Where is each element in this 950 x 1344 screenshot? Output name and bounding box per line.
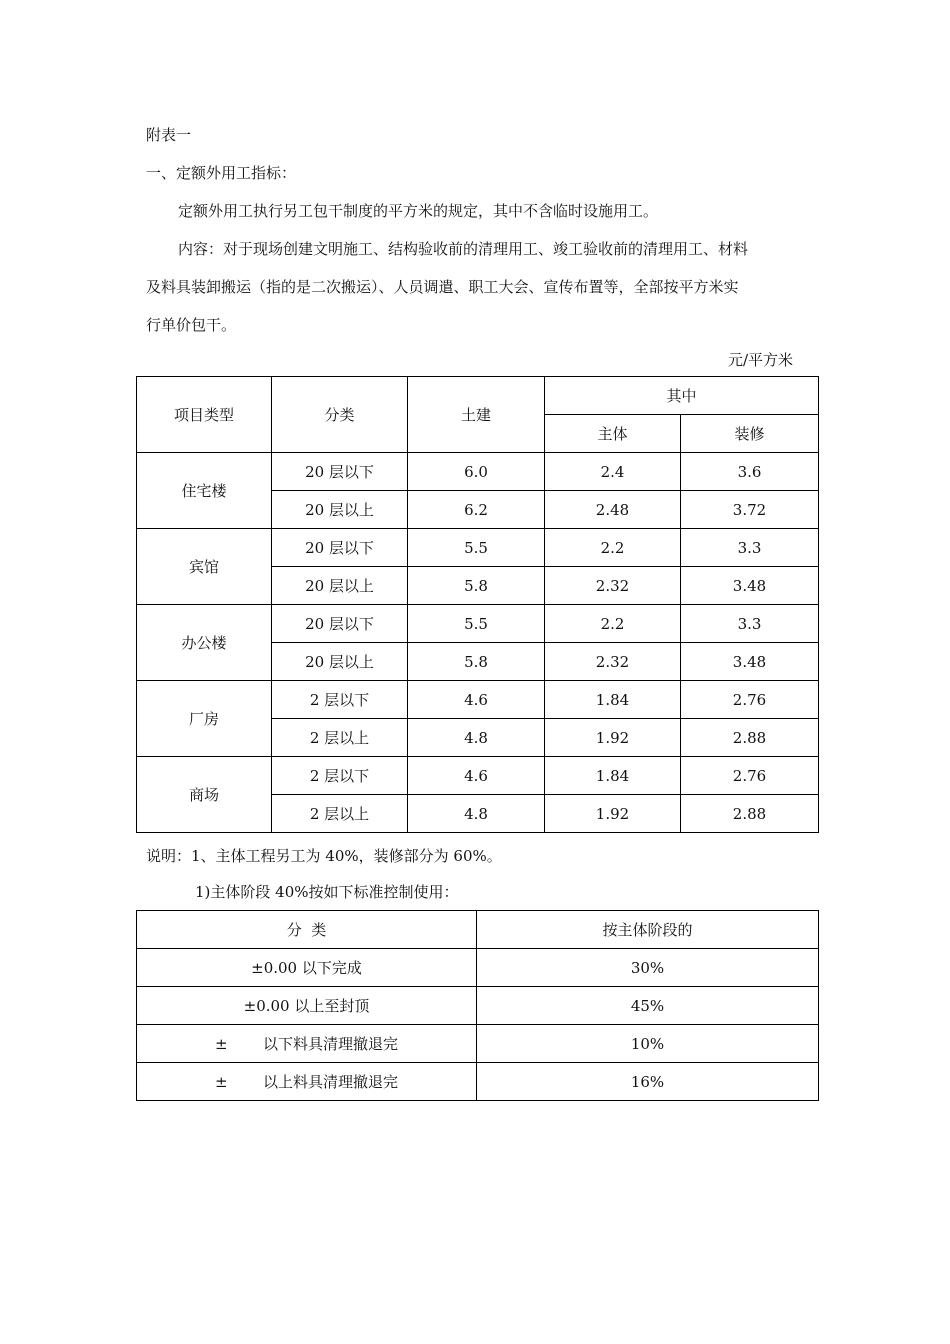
- percent-cell: 16%: [477, 1063, 819, 1101]
- civil-cell: 6.0: [408, 453, 545, 491]
- header-row: [137, 377, 819, 415]
- civil-cell: 6.2: [408, 491, 545, 529]
- category-cell: 20 层以下: [272, 453, 408, 491]
- decoration-cell: 3.48: [681, 643, 819, 681]
- header-decoration: 装修: [681, 415, 819, 453]
- category-cell: 2 层以上: [272, 719, 408, 757]
- category-cell: 20 层以上: [272, 643, 408, 681]
- table-row: [137, 681, 819, 719]
- main-cell: 1.92: [545, 795, 681, 833]
- percent-cell: 30%: [477, 949, 819, 987]
- decoration-cell: 2.76: [681, 757, 819, 795]
- table-row: [137, 605, 819, 643]
- unit-label: 元/平方米: [728, 351, 794, 369]
- project-type-cell: 商场: [137, 757, 272, 833]
- main-cell: 2.2: [545, 605, 681, 643]
- header-row: [137, 911, 819, 949]
- stage-label-cell: [137, 1025, 477, 1063]
- header-percent: 按主体阶段的: [477, 911, 819, 949]
- table-row: [137, 453, 819, 491]
- paragraph-2-line-1: 内容：对于现场创建文明施工、结构验收前的清理用工、竣工验收前的清理用工、材料: [178, 240, 749, 258]
- header-category: 分类: [272, 377, 408, 453]
- civil-cell: 4.6: [408, 757, 545, 795]
- stage-label-text: 以下料具清理撤退完: [262, 1035, 398, 1053]
- paragraph-2-line-2: 及料具装卸搬运（指的是二次搬运）、人员调遣、职工大会、宣传布置等，全部按平方米实: [146, 278, 739, 296]
- main-cell: 2.48: [545, 491, 681, 529]
- table-row: [137, 949, 819, 987]
- decoration-cell: 3.6: [681, 453, 819, 491]
- project-type-cell: 厂房: [137, 681, 272, 757]
- header-project-type: 项目类型: [137, 377, 272, 453]
- civil-cell: 5.5: [408, 529, 545, 567]
- section-title: 一、定额外用工指标：: [146, 164, 297, 182]
- main-cell: 2.32: [545, 643, 681, 681]
- civil-cell: 4.8: [408, 795, 545, 833]
- stage-table: [136, 910, 819, 1101]
- table-row: [137, 987, 819, 1025]
- main-cell: 2.2: [545, 529, 681, 567]
- table-row: [137, 1063, 819, 1101]
- stage-label-cell: ±0.00 以下完成: [137, 949, 477, 987]
- category-cell: 20 层以上: [272, 491, 408, 529]
- subnote: 1)主体阶段 40%按如下标准控制使用：: [195, 883, 459, 901]
- main-cell: 1.92: [545, 719, 681, 757]
- civil-cell: 4.8: [408, 719, 545, 757]
- civil-cell: 5.8: [408, 643, 545, 681]
- heading: 附表一: [146, 126, 192, 144]
- note: 说明：1、主体工程另工为 40%，装修部分为 60%。: [146, 847, 502, 865]
- header-of-which: 其中: [545, 377, 819, 415]
- paragraph-2-line-3: 行单价包干。: [146, 316, 237, 334]
- decoration-cell: 2.88: [681, 795, 819, 833]
- main-cell: 2.32: [545, 567, 681, 605]
- civil-cell: 5.5: [408, 605, 545, 643]
- category-cell: 2 层以下: [272, 757, 408, 795]
- main-cell: 2.4: [545, 453, 681, 491]
- main-cell: 1.84: [545, 757, 681, 795]
- table-row: [137, 1025, 819, 1063]
- project-type-cell: 住宅楼: [137, 453, 272, 529]
- main-cell: 1.84: [545, 681, 681, 719]
- decoration-cell: 2.88: [681, 719, 819, 757]
- header-main-body: 主体: [545, 415, 681, 453]
- header-category: 分 类: [137, 911, 477, 949]
- header-civil: 土建: [408, 377, 545, 453]
- table-row: [137, 757, 819, 795]
- table-row: [137, 529, 819, 567]
- project-type-cell: 办公楼: [137, 605, 272, 681]
- category-cell: 20 层以上: [272, 567, 408, 605]
- category-cell: 2 层以下: [272, 681, 408, 719]
- stage-label-text: 以上料具清理撤退完: [262, 1073, 398, 1091]
- quota-table: [136, 376, 819, 833]
- project-type-cell: 宾馆: [137, 529, 272, 605]
- decoration-cell: 2.76: [681, 681, 819, 719]
- category-cell: 20 层以下: [272, 605, 408, 643]
- civil-cell: 4.6: [408, 681, 545, 719]
- percent-cell: 10%: [477, 1025, 819, 1063]
- civil-cell: 5.8: [408, 567, 545, 605]
- paragraph-1: 定额外用工执行另工包干制度的平方米的规定，其中不含临时设施用工。: [178, 202, 659, 220]
- stage-label-cell: [137, 1063, 477, 1101]
- decoration-cell: 3.48: [681, 567, 819, 605]
- decoration-cell: 3.72: [681, 491, 819, 529]
- stage-label-cell: ±0.00 以上至封顶: [137, 987, 477, 1025]
- decoration-cell: 3.3: [681, 605, 819, 643]
- percent-cell: 45%: [477, 987, 819, 1025]
- category-cell: 2 层以上: [272, 795, 408, 833]
- decoration-cell: 3.3: [681, 529, 819, 567]
- category-cell: 20 层以下: [272, 529, 408, 567]
- plus-minus-sign: ±: [214, 1035, 228, 1053]
- plus-minus-sign: ±: [214, 1073, 228, 1091]
